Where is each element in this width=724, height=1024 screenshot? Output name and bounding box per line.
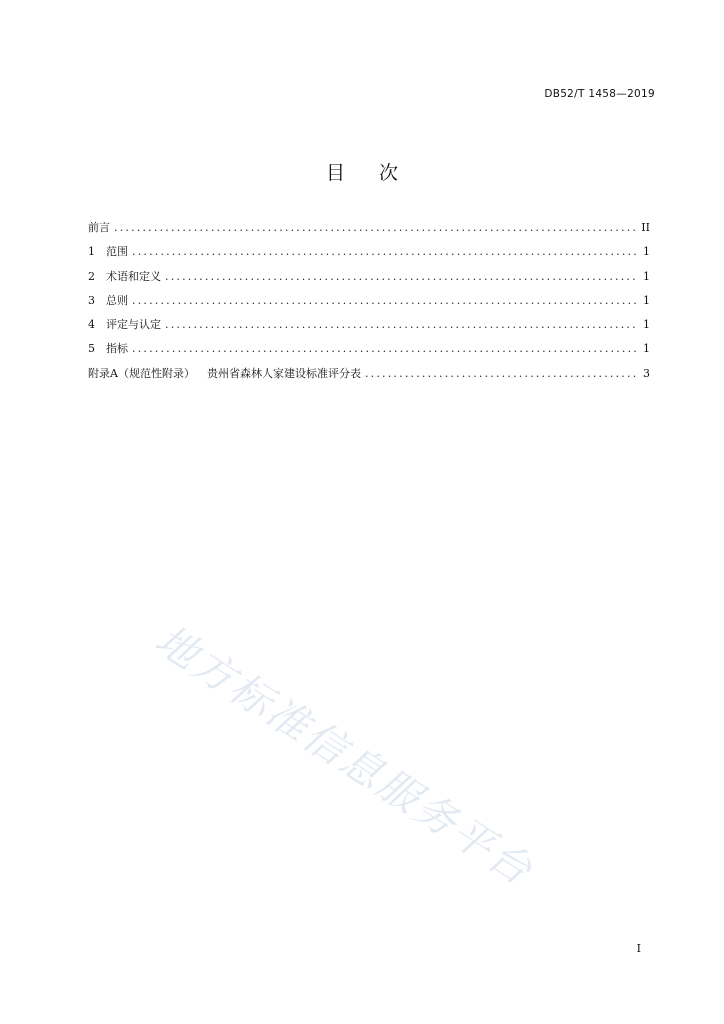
title-char-1: 目 [325, 162, 345, 184]
toc-entry-page: 1 [643, 318, 650, 332]
page-title [0, 158, 724, 185]
table-of-contents [88, 216, 650, 386]
toc-entry-number: 5 [88, 342, 95, 356]
toc-leader-dots [132, 337, 636, 361]
toc-leader-dots [365, 362, 636, 386]
toc-entry-page: 1 [643, 293, 650, 307]
toc-leader-dots [114, 216, 635, 240]
toc-entry-terms[interactable] [88, 265, 650, 289]
toc-entry-label: 范围 [106, 245, 128, 259]
toc-entry-foreword[interactable] [88, 216, 650, 240]
toc-entry-scope[interactable] [88, 240, 650, 264]
toc-entry-page: 1 [643, 269, 650, 283]
toc-entry-indicators[interactable] [88, 337, 650, 361]
page-number: I [636, 942, 641, 955]
toc-entry-subtitle: 贵州省森林人家建设标准评分表 [206, 366, 361, 380]
watermark-text: 地方标准信息服务平台 [146, 615, 543, 896]
toc-entry-number: 1 [88, 245, 95, 259]
toc-entry-label: 前言 [88, 221, 110, 234]
toc-leader-dots [132, 240, 636, 264]
toc-entry-number: 3 [88, 293, 95, 307]
toc-entry-label: 评定与认定 [106, 318, 161, 332]
toc-entry-label: 术语和定义 [106, 269, 161, 283]
toc-entry-page: II [641, 221, 650, 234]
toc-entry-page: 3 [643, 366, 650, 380]
toc-entry-label: 指标 [106, 342, 128, 356]
title-char-2: 次 [379, 162, 399, 184]
toc-entry-general[interactable] [88, 289, 650, 313]
toc-entry-number: 4 [88, 318, 95, 332]
toc-entry-appendix-a[interactable] [88, 362, 650, 386]
toc-leader-dots [165, 313, 636, 337]
toc-entry-number: 2 [88, 269, 95, 283]
toc-entry-evaluation[interactable] [88, 313, 650, 337]
toc-entry-label: 总则 [106, 293, 128, 307]
toc-leader-dots [165, 265, 636, 289]
standard-code: DB52/T 1458—2019 [544, 88, 655, 100]
toc-entry-page: 1 [643, 245, 650, 259]
toc-entry-label: 附录A（规范性附录） 贵州省森林人家建设标准评分表 [88, 366, 361, 380]
toc-entry-page: 1 [643, 342, 650, 356]
toc-leader-dots [132, 289, 636, 313]
